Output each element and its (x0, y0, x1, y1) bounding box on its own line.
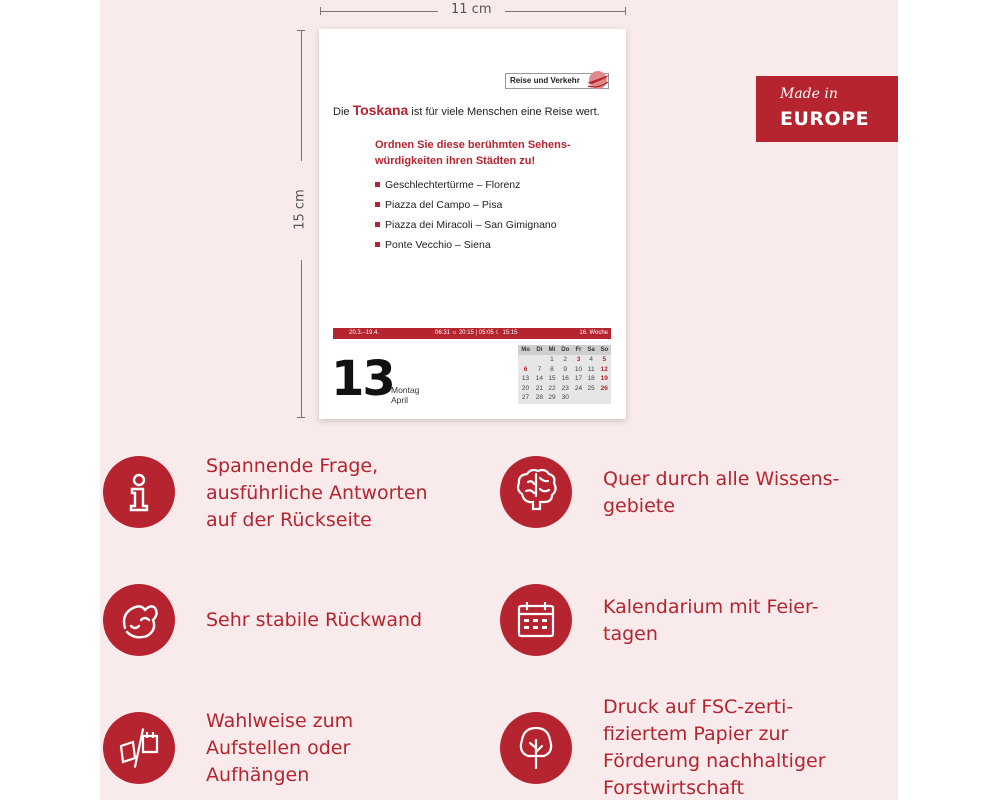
mini-calendar-day: 9 (563, 365, 568, 373)
feature-text-back: Sehr stabile Rückwand (206, 609, 423, 631)
mini-calendar-day: 12 (600, 365, 608, 373)
mini-calendar-day: 7 (537, 365, 542, 373)
mini-calendar-day: 21 (535, 384, 543, 392)
mini-calendar-day (533, 355, 546, 365)
badge-bottom-text: EUROPE (780, 108, 870, 130)
mini-calendar-header: Mo (518, 345, 533, 355)
mini-calendar-day: 26 (600, 384, 608, 392)
mini-calendar-day: 19 (600, 375, 608, 383)
mini-calendar-day: 11 (587, 365, 595, 373)
feature-text-fsc: Druck auf FSC-zerti- fiziertem Papier zur Förderung nachhaltiger Forstwirtschaft (603, 696, 826, 799)
list-item: Ponte Vecchio – Siena (375, 239, 557, 259)
question-task: Ordnen Sie diese berühmten Sehens-würdigkeiten ihren Städten zu! (375, 139, 571, 167)
mini-calendar-day (585, 393, 598, 403)
made-in-europe-badge (756, 76, 898, 142)
mini-calendar-day: 2 (563, 356, 568, 364)
mini-calendar-day: 4 (589, 356, 593, 364)
width-dimension-line-left (320, 11, 438, 12)
mini-calendar-day: 13 (521, 375, 530, 383)
height-tick-top (297, 30, 305, 31)
sturdy-back-icon (103, 584, 175, 656)
category-label (505, 73, 609, 89)
mini-calendar-day: 16 (561, 375, 569, 383)
brain-icon (500, 456, 572, 528)
mini-calendar-day: 8 (550, 365, 554, 373)
mini-calendar-day (572, 393, 585, 403)
weekday-month (391, 385, 419, 405)
mini-calendar (518, 345, 611, 404)
mini-calendar-day: 27 (521, 394, 530, 402)
mini-calendar-table (518, 345, 611, 403)
list-item: Geschlechtertürme – Florenz (375, 179, 557, 199)
mini-calendar-day: 6 (523, 365, 528, 373)
feature-text-question: Spannende Frage, ausführliche Antworten auf der Rückseite (206, 455, 428, 531)
mini-calendar-day: 17 (574, 375, 583, 383)
info-icon (103, 456, 175, 528)
day-number: 13 (331, 351, 394, 407)
calendar-sheet (319, 29, 626, 419)
width-tick-right (625, 7, 626, 15)
width-dimension-line-right (505, 11, 625, 12)
feature-text-mounting: Wahlweise zum Aufstellen oder Aufhängen (206, 710, 354, 786)
mini-calendar-day: 3 (576, 356, 581, 364)
mini-calendar-header: Mi (546, 345, 559, 355)
mini-calendar-day: 14 (535, 375, 543, 383)
month: April (391, 395, 409, 405)
sun-moon-times: 06:31 ☼ 20:15 | 05:05 ☾ 15:15 (435, 330, 518, 336)
height-label: 15 cm (292, 189, 308, 230)
feature-text-topics: Quer durch alle Wissens- gebiete (603, 468, 840, 517)
width-label: 11 cm (451, 2, 492, 17)
mini-calendar-day: 22 (548, 384, 556, 392)
calendar-icon (500, 584, 572, 656)
feature-text-calendar: Kalendarium mit Feier- tagen (603, 596, 819, 645)
question-intro: Die Toskana ist für viele Menschen eine Reise wert. (333, 102, 600, 118)
mini-calendar-day: 29 (548, 394, 556, 402)
height-dimension-line-bottom (301, 260, 302, 417)
height-dimension-line-top (301, 30, 302, 161)
mini-calendar-day: 18 (587, 375, 595, 383)
mini-calendar-day: 24 (574, 384, 583, 392)
answer-list (375, 179, 557, 259)
mini-calendar-day: 23 (561, 384, 569, 392)
tree-icon (500, 712, 572, 784)
height-tick-bottom (297, 417, 305, 418)
mini-calendar-day: 15 (548, 375, 556, 383)
stand-hang-icon (103, 712, 175, 784)
category-text: Reise und Verkehr (510, 76, 580, 85)
mini-calendar-day: 1 (550, 356, 554, 364)
question-highlight: Toskana (352, 102, 409, 118)
mini-calendar-day: 10 (574, 365, 583, 373)
badge-top-text: Made in (780, 86, 838, 102)
mini-calendar-day: 20 (521, 384, 530, 392)
mini-calendar-header: Sa (585, 345, 598, 355)
mini-calendar-day: 30 (561, 394, 569, 402)
mini-calendar-header: Di (533, 345, 546, 355)
mini-calendar-day (598, 393, 611, 403)
zodiac-range: 20.3.–19.4. (349, 330, 380, 336)
mini-calendar-header: Fr (572, 345, 585, 355)
airplane-icon (584, 69, 612, 91)
week-number: 16. Woche (579, 330, 608, 336)
width-tick-left (320, 7, 321, 15)
mini-calendar-day: 25 (587, 384, 595, 392)
mini-calendar-day (518, 355, 533, 365)
weekday: Montag (391, 385, 420, 395)
list-item: Piazza del Campo – Pisa (375, 199, 557, 219)
info-bar (333, 328, 611, 339)
mini-calendar-day: 5 (602, 356, 607, 364)
mini-calendar-header: So (598, 345, 611, 355)
mini-calendar-header: Do (558, 345, 572, 355)
mini-calendar-day: 28 (535, 394, 543, 402)
list-item: Piazza dei Miracoli – San Gimignano (375, 219, 557, 239)
